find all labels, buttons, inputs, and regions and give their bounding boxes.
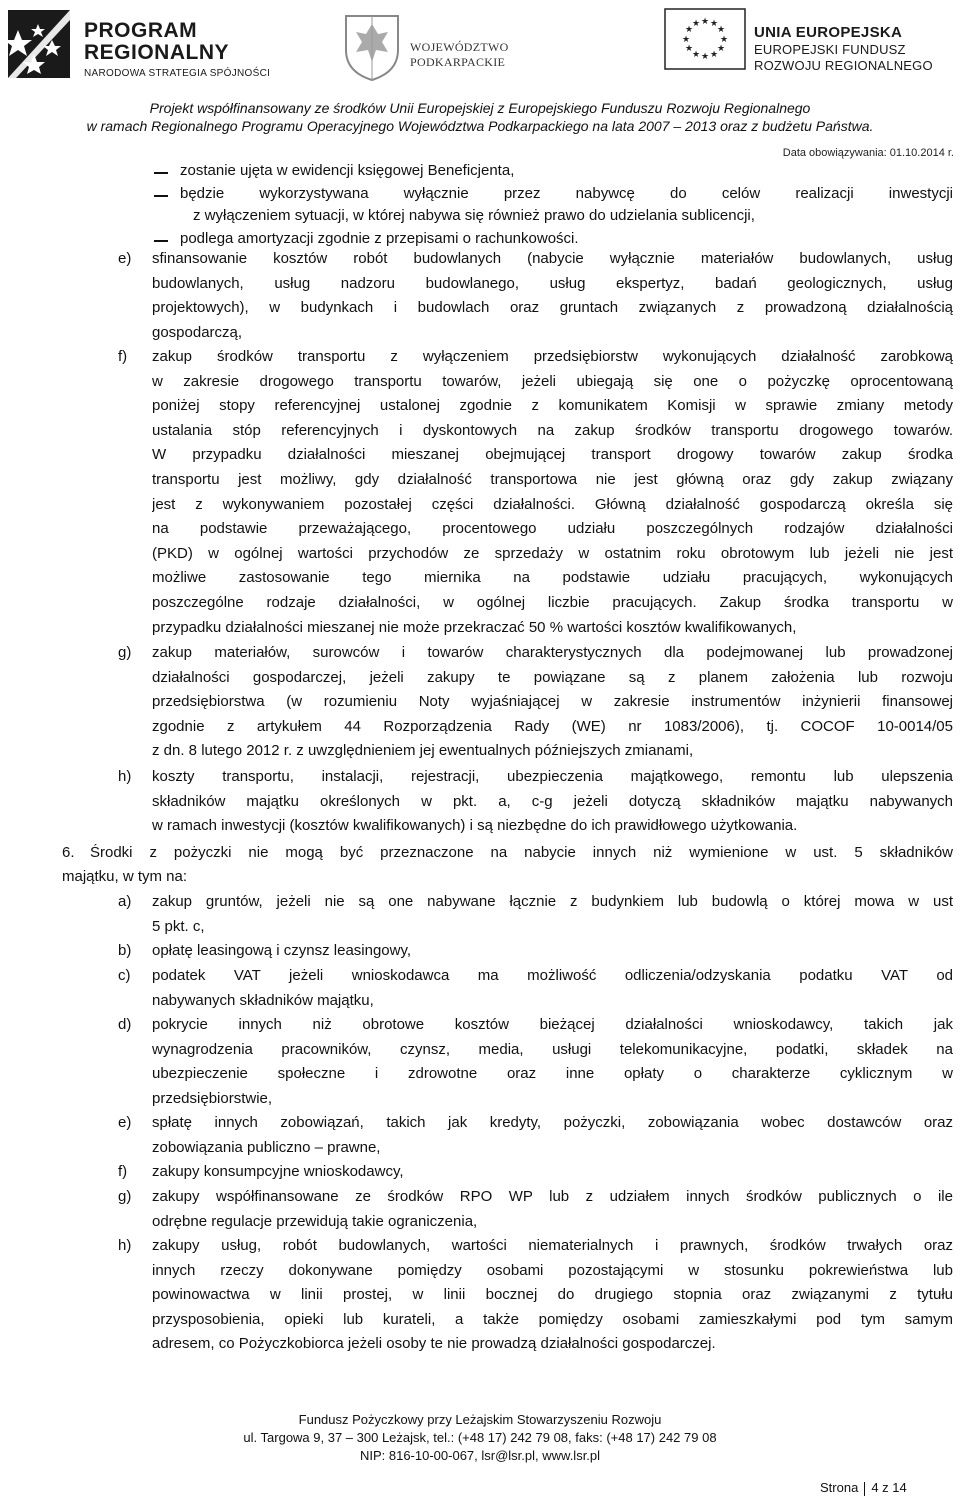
text-line: składników majątku określonych w pkt. a, c-g jeżeli dotyczą składników majątku nabywanych xyxy=(152,792,953,810)
text-line: opłatę leasingową i czynsz leasingowy, xyxy=(152,942,412,959)
dash-bullet xyxy=(154,195,168,197)
wojewodztwo-logo xyxy=(342,10,582,82)
text-line: adresem, co Pożyczkobiorca jeżeli osoby te nie prowadzą działalności gospodarczej. xyxy=(152,1335,716,1353)
text-line: w ramach inwestycji (kosztów kwalifikowanych) i są niezbędne do ich prawidłowego użytkowania. xyxy=(152,817,798,835)
text-line: odrębne regulacje przewidują takie ograniczenia, xyxy=(152,1212,478,1230)
text-line: podlega amortyzacji zgodnie z przepisami o rachunkowości. xyxy=(180,230,579,247)
svg-text:★: ★ xyxy=(716,25,726,35)
list-label: g) xyxy=(118,1188,132,1205)
list-label: d) xyxy=(118,1016,132,1033)
logo-left-line3: NARODOWA STRATEGIA SPÓJNOŚCI xyxy=(84,68,271,79)
text-line: powinowactwa w linii prostej, w linii bocznej do drugiego stopnia oraz związanymi z tytułu xyxy=(152,1286,953,1304)
eu-flag-icon xyxy=(664,8,746,70)
svg-text:★: ★ xyxy=(681,35,691,45)
text-line: Środki z pożyczki nie mogą być przeznaczone na nabycie innych niż wymienione w ust. 5 składników xyxy=(90,844,953,861)
list-label: h) xyxy=(118,1237,132,1254)
list-label: f) xyxy=(118,1163,128,1180)
logo-right-line2: EUROPEJSKI FUNDUSZ xyxy=(754,42,906,57)
svg-text:★: ★ xyxy=(709,19,719,29)
text-line: przysposobienia, opieki lub kurateli, a także pomiędzy osobami zamieszkałymi pod tym samym xyxy=(152,1310,953,1328)
list-label: 6. xyxy=(62,844,75,861)
logo-right-line3: ROZWOJU REGIONALNEGO xyxy=(754,58,933,73)
text-line: projektowych), w budynkach i budowlach oraz gruntach związanych z prowadzoną działalnością xyxy=(152,299,953,317)
footer-org-name: Fundusz Pożyczkowy przy Leżajskim Stowarzyszeniu Rozwoju xyxy=(298,1412,662,1427)
list-label: a) xyxy=(118,893,132,910)
text-line: 5 pkt. c, xyxy=(152,917,205,935)
text-line: nabywanych składników majątku, xyxy=(152,991,374,1009)
svg-text:★: ★ xyxy=(700,17,710,27)
list-label: f) xyxy=(118,348,128,365)
logo-left-line2: REGIONALNY xyxy=(84,41,230,64)
svg-text:★: ★ xyxy=(691,50,701,60)
dash-bullet xyxy=(154,240,168,242)
text-line: przypadku działalności mieszanej nie może przekraczać 50 % wartości kosztów kwalifikowanych, xyxy=(152,618,797,636)
text-line: przedsiębiorstwa (w rozumieniu Noty wyjaśniającej w zakresie instrumentów inżynierii finansowej xyxy=(152,693,953,711)
text-line: transportu jest możliwy, gdy działalność transportowa nie jest główną oraz gdy zakup związany xyxy=(152,471,953,488)
project-funding-line2: w ramach Regionalnego Programu Operacyjnego Województwa Podkarpackiego na lata 2007 – 2013 oraz z budżetu Państwa. xyxy=(86,118,874,134)
svg-text:★: ★ xyxy=(691,19,701,29)
text-line: działalności gospodarczej, jeżeli zakupy te powiązane są z planem założenia lub rozwoju xyxy=(152,668,953,686)
text-line: budowlanych, usług nadzoru budowlanego, usług ekspertyz, badań geologicznych, usług xyxy=(152,274,953,292)
list-label: c) xyxy=(118,967,131,984)
logo-center-name: WOJEWÓDZTWO PODKARPACKIE xyxy=(410,40,509,69)
list-label: e) xyxy=(118,1114,132,1131)
project-funding-line1: Projekt współfinansowany ze środków Unii Europejskiej z Europejskiego Funduszu Rozwoju Regionalnego xyxy=(149,100,811,116)
list-label: g) xyxy=(118,644,132,661)
text-line: zakup materiałów, surowców i towarów charakterystycznych dla podejmowanej lub prowadzonej xyxy=(152,644,953,661)
text-line: poniżej stopy referencyjnej ustalonej zgodnie z komunikatem Komisji w sprawie zmiany metody xyxy=(152,397,953,415)
text-line: poszczególne rodzaje działalności, w ogólnej liczbie pracujących. Zakup środka transportu w xyxy=(152,594,953,611)
text-line: na podstawie przeważającego, procentowego udziału poszczególnych rodzajów działalności xyxy=(152,520,953,538)
program-regionalny-logo xyxy=(6,6,276,86)
text-line: jest z wykonywaniem pozostałej części działalności. Główną działalność gospodarczą określa się xyxy=(152,495,953,513)
page-number xyxy=(820,1480,907,1496)
text-line: będzie wykorzystywana wyłącznie przez nabywcę do celów realizacji inwestycji xyxy=(180,185,953,202)
logo-right-line1: UNIA EUROPEJSKA xyxy=(754,24,903,41)
text-line: innych rzeczy dokonywane pomiędzy osobami pozostającymi w stosunku pokrewieństwa lub xyxy=(152,1261,953,1279)
svg-text:★: ★ xyxy=(684,25,694,35)
text-line: zakupy usług, robót budowlanych, wartości niematerialnych i prawnych, środków trwałych oraz xyxy=(152,1237,953,1254)
svg-text:★: ★ xyxy=(716,44,726,54)
flag-stars-icon xyxy=(8,10,70,78)
text-line: zostanie ujęta w ewidencji księgowej Beneficjenta, xyxy=(180,162,515,179)
footer-contact: NIP: 816-10-00-067, lsr@lsr.pl, www.lsr.pl xyxy=(359,1448,601,1463)
footer-address: ul. Targowa 9, 37 – 300 Leżajsk, tel.: (+48 17) 242 79 08, faks: (+48 17) 242 79 08 xyxy=(243,1430,717,1445)
validity-date: Data obowiązywania: 01.10.2014 r. xyxy=(782,147,954,159)
text-line: pokrycie innych niż obrotowe kosztów bieżącej działalności wnioskodawcy, takich jak xyxy=(152,1016,953,1033)
page-current: 4 xyxy=(871,1480,879,1495)
list-label: h) xyxy=(118,768,132,785)
page-label: Strona xyxy=(820,1480,859,1495)
coat-of-arms-icon xyxy=(342,10,402,82)
page-total: 14 xyxy=(892,1480,907,1495)
list-label: e) xyxy=(118,250,132,267)
text-line: zakup środków transportu z wyłączeniem przedsiębiorstw wykonujących działalność zarobkową xyxy=(152,348,953,365)
text-line: z wyłączeniem sytuacji, w której nabywa się również prawo do udzielania sublicencji, xyxy=(193,207,755,224)
text-line: zakup gruntów, jeżeli nie są one nabywane łącznie z budynkiem lub budowlą o której mowa w ust xyxy=(152,893,953,910)
text-line: wynagrodzenia pracowników, czynsz, media, usługi telekomunikacyjne, podatki, składek na xyxy=(152,1040,953,1058)
svg-text:★: ★ xyxy=(684,44,694,54)
page-separator xyxy=(864,1482,865,1496)
eu-logo xyxy=(664,8,954,88)
text-line: podatek VAT jeżeli wnioskodawca ma możliwość odliczenia/odzyskania podatku VAT od xyxy=(152,967,953,984)
text-line: majątku, w tym na: xyxy=(62,868,188,885)
text-line: W przypadku działalności mieszanej obejmującej transport drogowy towarów zakup środka xyxy=(152,446,953,464)
text-line: zobowiązania publiczno – prawne, xyxy=(152,1138,381,1156)
text-line: zgodnie z artykułem 44 Rozporządzenia Rady (WE) nr 1083/2006), tj. COCOF 10-0014/05 xyxy=(152,717,953,735)
text-line: zakupy konsumpcyjne wnioskodawcy, xyxy=(152,1163,404,1180)
text-line: z dn. 8 lutego 2012 r. z uwzględnieniem jej ewentualnych późniejszych zmianami, xyxy=(152,742,694,760)
text-line: gospodarczą, xyxy=(152,323,243,341)
text-line: sfinansowanie kosztów robót budowlanych (nabycie wyłącznie materiałów budowlanych, usług xyxy=(152,250,953,267)
text-line: spłatę innych zobowiązań, takich jak kredyty, pożyczki, zobowiązania wobec dostawców oraz xyxy=(152,1114,953,1131)
svg-text:★: ★ xyxy=(709,50,719,60)
dash-bullet xyxy=(154,172,168,174)
list-label: b) xyxy=(118,942,132,959)
text-line: ubezpieczenie społeczne i zdrowotne oraz inne opłaty o charakterze cyklicznym w xyxy=(152,1065,953,1083)
logo-left-line1: PROGRAM xyxy=(84,19,198,42)
page-of: z xyxy=(882,1480,889,1495)
svg-text:★: ★ xyxy=(719,35,729,45)
text-line: możliwe zastosowanie tego miernika na podstawie udziału pracujących, wykonujących xyxy=(152,569,953,587)
text-line: ustalania stóp referencyjnych i dyskontowych na zakup środków transportu drogowego towarów. xyxy=(152,421,953,439)
text-line: w zakresie drogowego transportu towarów, jeżeli ubiegają się one o pożyczkę oprocentowaną xyxy=(152,372,953,390)
text-line: (PKD) w ogólnej wartości przychodów ze sprzedaży w ostatnim roku obrotowym lub jeżeli nie jest xyxy=(152,544,953,562)
svg-text:★: ★ xyxy=(700,52,710,62)
text-line: koszty transportu, instalacji, rejestracji, ubezpieczenia majątkowego, remontu lub ulepszenia xyxy=(152,768,953,785)
text-line: zakupy współfinansowane ze środków RPO WP lub z udziałem innych środków publicznych o ile xyxy=(152,1188,953,1205)
text-line: przedsiębiorstwie, xyxy=(152,1089,273,1107)
